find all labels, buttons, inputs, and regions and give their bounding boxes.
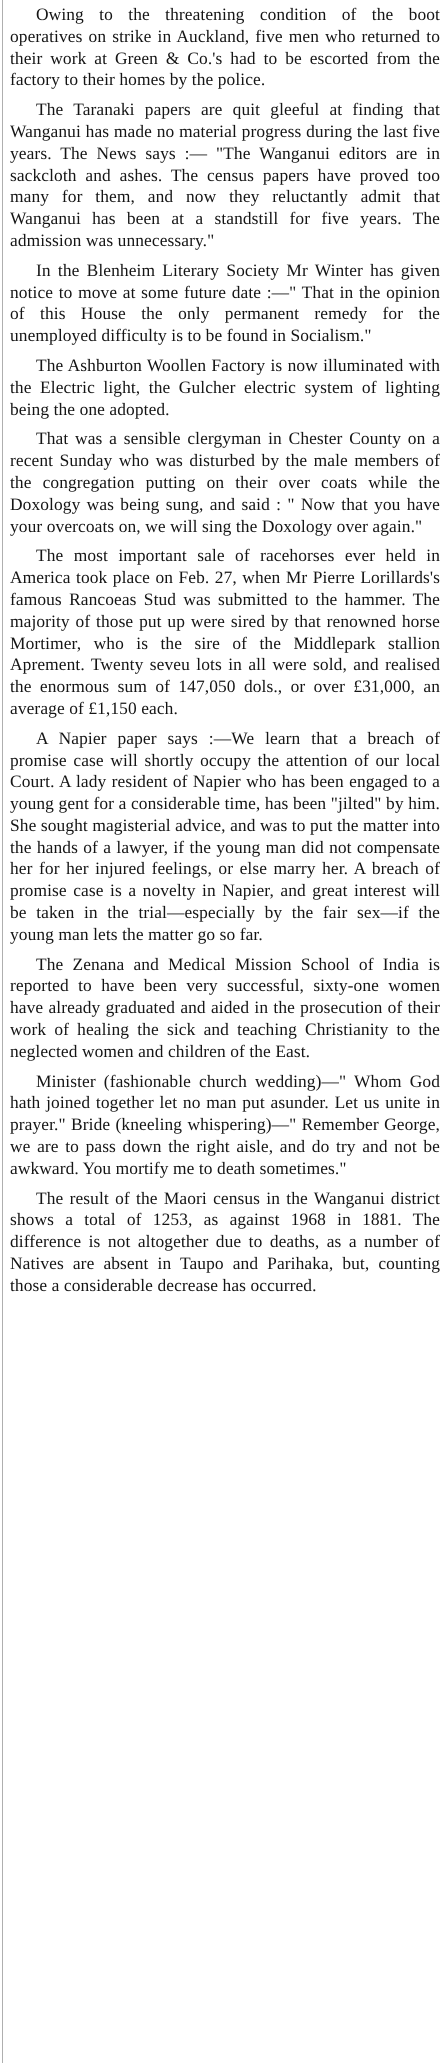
paragraph-boot-strike: Owing to the threatening condition of the boot operatives on strike in Auckland, five men who returned to their work at Green & Co.'s had to be escorted from the factory to their homes by the police. xyxy=(10,4,440,90)
column-rule xyxy=(2,0,3,2063)
paragraph-sensible-clergyman: That was a sensible clergyman in Chester County on a recent Sunday who was disturbed by the male members of the congregation putting on their over coats while the Doxology was being sung, and said : " Now that you have your overcoats on, we will sing the Doxology over again." xyxy=(10,428,440,536)
paragraph-maori-census: The result of the Maori census in the Wanganui district shows a total of 1253, as against 1968 in 1881. The difference is not altogether due to deaths, as a number of Natives are absent in Taupo and Parihaka, but, counting those a considerable decrease has occurred. xyxy=(10,1187,440,1295)
paragraph-ashburton-factory: The Ashburton Woollen Factory is now illuminated with the Electric light, the Gulcher electric system of lighting being the one adopted. xyxy=(10,354,440,419)
newspaper-column xyxy=(10,4,440,1305)
paragraph-zenana-mission: The Zenana and Medical Mission School of India is reported to have been very successful, sixty-one women have already graduated and aided in the prosecution of their work of healing the sick and teaching Christianity to the neglected women and children of the East. xyxy=(10,953,440,1061)
paragraph-wedding-joke: Minister (fashionable church wedding)—" Whom God hath joined together let no man put asunder. Let us unite in prayer." Bride (kneeling whispering)—" Remember George, we are to pass down the right aisle, and do try and not be awkward. You mortify me to death sometimes." xyxy=(10,1070,440,1178)
paragraph-taranaki-papers: The Taranaki papers are quit gleeful at finding that Wanganui has made no material progress during the last five years. The News says :— "The Wanganui editors are in sackcloth and ashes. The census papers have proved too many for them, and now they reluctantly admit that Wanganui has been at a standstill for five years. The admission was unnecessary." xyxy=(10,99,440,250)
paragraph-racehorse-sale: The most important sale of racehorses ever held in America took place on Feb. 27, when Mr Pierre Lorillards's famous Rancoeas Stud was submitted to the hammer. The majority of those put up were sired by that renowned horse Mortimer, who is the sire of the Middlepark stallion Aprement. Twenty seveu lots in all were sold, and realised the enormous sum of 147,050 dols., or over £31,000, an average of £1,150 each. xyxy=(10,545,440,718)
paragraph-blenheim-society: In the Blenheim Literary Society Mr Winter has given notice to move at some future date :—" That in the opinion of this House the only permanent remedy for the unemployed difficulty is to be found in Socialism." xyxy=(10,259,440,346)
paragraph-napier-breach: A Napier paper says :—We learn that a breach of promise case will shortly occupy the attention of our local Court. A lady resident of Napier who has been engaged to a young gent for a considerable time, has been "jilted" by him. She sought magisterial advice, and was to put the matter into the hands of a lawyer, if the young man did not compensate her for her injured feelings, or else marry her. A breach of promise case is a novelty in Napier, and great interest will be taken in the trial—especially by the fair sex—if the young man lets the matter go so far. xyxy=(10,727,440,944)
